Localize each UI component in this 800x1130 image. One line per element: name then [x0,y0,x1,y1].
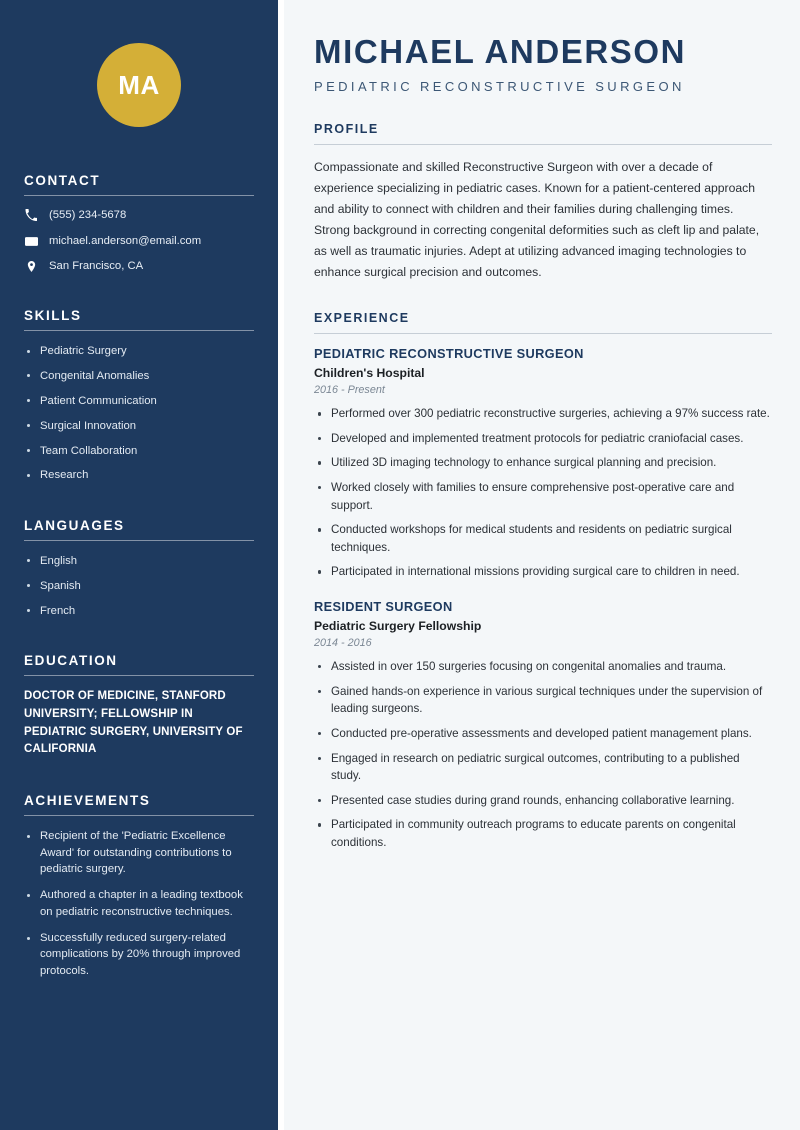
job-dates: 2014 - 2016 [314,637,372,650]
contact-list [24,208,254,274]
education-text: DOCTOR OF MEDICINE, STANFORD UNIVERSITY; FELLOWSHIP IN PEDIATRIC SURGERY, UNIVERSITY OF CALIFORNIA [24,689,243,756]
job-bullet-list [314,658,772,851]
sidebar [0,0,278,1130]
sidebar-section-education [24,653,254,759]
contact-value-email: michael.anderson@email.com [49,234,202,247]
divider [24,540,254,541]
section-experience [314,311,772,851]
list-item: Surgical Innovation [24,418,254,434]
list-item: Engaged in research on pediatric surgical outcomes, contributing to a published study. [314,750,772,785]
contact-item-location[interactable] [24,259,254,274]
sidebar-section-languages [24,518,254,619]
list-item: Congenital Anomalies [24,368,254,384]
list-item: Conducted workshops for medical students and residents on pediatric surgical techniques. [314,521,772,556]
list-item: Utilized 3D imaging technology to enhance surgical planning and precision. [314,454,772,472]
job-company: Pediatric Surgery Fellowship [314,619,482,634]
list-item: Worked closely with families to ensure comprehensive post-operative care and support. [314,479,772,514]
list-item: French [24,603,254,619]
sidebar-section-contact [24,173,254,274]
avatar-container [24,0,254,127]
languages-list [24,553,254,619]
divider [314,333,772,334]
divider [24,330,254,331]
list-item: Pediatric Surgery [24,343,254,359]
list-item: Presented case studies during grand rounds, enhancing collaborative learning. [314,792,772,810]
job-title: PEDIATRIC RECONSTRUCTIVE SURGEON [314,346,584,362]
job-title: RESIDENT SURGEON [314,599,453,615]
list-item: Participated in community outreach programs to educate parents on congenital conditions. [314,816,772,851]
list-item: Team Collaboration [24,443,254,459]
divider [24,195,254,196]
contact-value-phone: (555) 234-5678 [49,209,127,221]
contact-item-email[interactable] [24,234,254,249]
achievements-list [24,828,254,979]
sidebar-heading-education: EDUCATION [24,652,118,668]
heading-profile: PROFILE [314,122,379,137]
section-profile [314,122,772,283]
list-item: Spanish [24,578,254,594]
contact-item-phone[interactable] [24,208,254,223]
divider [24,815,254,816]
job-dates: 2016 - Present [314,384,385,397]
sidebar-section-skills [24,308,254,484]
list-item: Gained hands-on experience in various surgical techniques under the supervision of leading surgeons. [314,683,772,718]
list-item: Patient Communication [24,393,254,409]
list-item: English [24,553,254,569]
sidebar-heading-skills: SKILLS [24,308,82,324]
list-item: Research [24,467,254,483]
main-content [284,0,800,1130]
list-item: Authored a chapter in a leading textbook on pediatric reconstructive techniques. [24,887,254,920]
envelope-icon [24,235,38,248]
divider [24,675,254,676]
sidebar-heading-achievements: ACHIEVEMENTS [24,793,151,809]
job-bullet-list [314,405,772,581]
list-item: Conducted pre-operative assessments and developed patient management plans. [314,725,772,743]
profession-subtitle: PEDIATRIC RECONSTRUCTIVE SURGEON [314,79,685,95]
list-item: Performed over 300 pediatric reconstructive surgeries, achieving a 97% success rate. [314,405,772,423]
experience-entry [314,346,772,581]
profile-text: Compassionate and skilled Reconstructive Surgeon with over a decade of experience specializing in pediatric cases. Known for a patient-centered approach and ability to connect with children and their families during challenging times. Strong background in correcting congenital deformities such as cleft lip and palate, as well as traumatic injuries. Adept at utilizing advanced imaging technologies to enhance surgical precision and outcomes. [314,160,760,280]
map-pin-icon [24,260,38,273]
job-company: Children's Hospital [314,366,425,381]
sidebar-heading-contact: CONTACT [24,173,101,188]
skills-list [24,343,254,484]
list-item: Recipient of the 'Pediatric Excellence Award' for outstanding contributions to pediatric surgery. [24,828,254,877]
divider [314,144,772,145]
heading-experience: EXPERIENCE [314,311,410,326]
avatar: MA [97,43,181,127]
list-item: Participated in international missions providing surgical care to children in need. [314,563,772,581]
experience-entry [314,599,772,851]
sidebar-heading-languages: LANGUAGES [24,517,125,533]
list-item: Developed and implemented treatment protocols for pediatric craniofacial cases. [314,430,772,448]
sidebar-section-achievements [24,793,254,979]
list-item: Assisted in over 150 surgeries focusing on congenital anomalies and trauma. [314,658,772,676]
phone-icon [24,209,38,221]
page-title: MICHAEL ANDERSON [314,33,687,70]
list-item: Successfully reduced surgery-related complications by 20% through improved protocols. [24,930,254,979]
contact-value-location: San Francisco, CA [49,260,144,273]
